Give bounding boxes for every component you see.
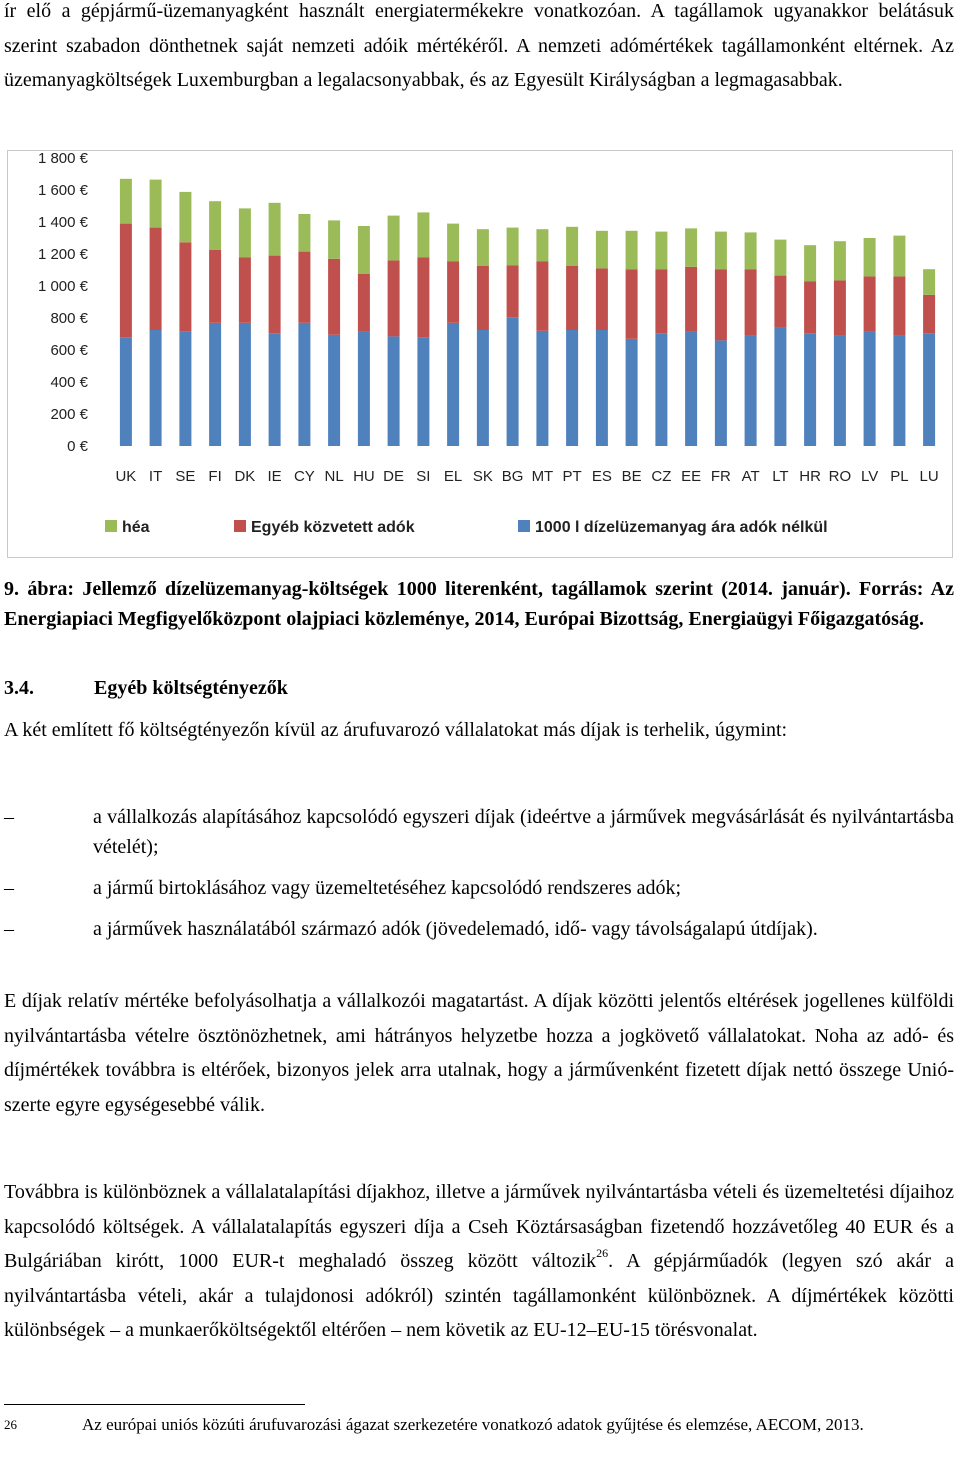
bar-segment [507, 265, 519, 317]
bar-segment [923, 333, 935, 446]
x-tick-label: LT [772, 468, 789, 485]
x-tick-label: ES [591, 468, 612, 485]
list-item-text: a jármű birtoklásához vagy üzemeltetéséhez kapcsolódó rendszeres adók; [93, 877, 682, 899]
footnote-text: Az európai uniós közúti árufuvarozási ágazat szerkezetére vonatkozó adatok gyűjtése és elemzése, AECOM, 2013. [82, 1415, 864, 1434]
x-tick-label: HU [353, 468, 375, 485]
bar-segment [507, 317, 519, 446]
bar-segment [417, 337, 429, 446]
bar-segment [477, 330, 489, 446]
x-tick-label: DE [383, 468, 405, 485]
chart-svg [8, 151, 954, 559]
fuel-cost-chart [7, 150, 953, 558]
bar-segment [388, 336, 400, 446]
bar-segment [804, 333, 816, 446]
bar-segment [566, 266, 578, 330]
bar-segment [804, 281, 816, 333]
bar-segment [179, 192, 191, 242]
x-tick-label: CZ [651, 468, 672, 485]
x-tick-label: SE [175, 468, 196, 485]
bar-segment [209, 201, 221, 250]
bar-segment [120, 224, 132, 338]
bar-segment [388, 260, 400, 336]
y-tick-label: 0 € [67, 438, 88, 455]
bar-segment [388, 216, 400, 261]
x-tick-label: HR [799, 468, 821, 485]
bar-segment [596, 268, 608, 330]
paragraph-3-text-cont: . A gépjárműadók (legyen szó akár a nyilvántartásba vételi, akár a tulajdonosi adókról) szintén tagállamonként különböznek. A díjmértékek közötti különbségek – a munkaerőköltségektől eltérően – nem követik az EU-12–EU-15 törésvonalat. [4, 1250, 954, 1341]
x-tick-label: IE [267, 468, 282, 485]
bar-segment [923, 295, 935, 333]
bar-segment [120, 337, 132, 446]
bar-segment [626, 339, 638, 446]
legend-swatch [518, 520, 530, 532]
bar-segment [269, 203, 281, 256]
paragraph-1: A két említett fő költségtényezőn kívül az árufuvarozó vállalatokat más díjak is terhelik, úgymint: [4, 719, 788, 741]
x-tick-label: IT [148, 468, 163, 485]
bar-segment [150, 330, 162, 446]
paragraph-2: E díjak relatív mértéke befolyásolhatja a vállalkozói magatartást. A díjak közötti jelentős eltérések jogellenes külföldi nyilvántartásba vételre ösztönözhetnek, ami hátrányos helyzetbe hozza a jogkövető vállalatokat. Noha az adó- és díjmértékek továbbra is eltérőek, bizonyos jelek arra utalnak, hogy a járművenként fizetett díjak nettó összege Unió-szerte egyre egységesebbé válik. [4, 990, 954, 1116]
section-number: 3.4. [4, 677, 34, 699]
bar-segment [507, 228, 519, 266]
x-axis [115, 468, 938, 485]
bar-segment [626, 231, 638, 269]
footnote-separator [4, 1404, 305, 1405]
y-tick-label: 1 200 € [37, 246, 88, 263]
bar-segment [209, 323, 221, 446]
bar-segment [269, 333, 281, 446]
y-tick-label: 1 600 € [37, 182, 88, 199]
bar-segment [447, 224, 459, 262]
bar-segment [239, 323, 251, 446]
bar-segment [715, 232, 727, 270]
bar-segment [655, 333, 667, 446]
bar-segment [745, 269, 757, 335]
bar-segment [834, 336, 846, 446]
bar-segment [239, 257, 251, 323]
y-tick-label: 1 400 € [37, 214, 88, 231]
bar-segment [566, 227, 578, 266]
legend-swatch [105, 520, 117, 532]
bar-segment [745, 336, 757, 446]
x-tick-label: PL [890, 468, 909, 485]
dash-bullet: – [4, 918, 14, 940]
bar-segment [864, 332, 876, 446]
bar-segment [834, 241, 846, 280]
x-tick-label: UK [115, 468, 137, 485]
bar-segment [477, 266, 489, 330]
x-tick-label: EL [443, 468, 463, 485]
bar-segment [536, 229, 548, 261]
bar-segment [715, 340, 727, 446]
paragraph-3 [4, 1175, 954, 1348]
x-tick-label: AT [741, 468, 760, 485]
dash-bullet: – [4, 877, 14, 899]
bar-segment [328, 335, 340, 446]
bar-segment [298, 323, 310, 446]
bar-segment [179, 331, 191, 446]
bar-segment [536, 261, 548, 331]
bar-segment [774, 276, 786, 328]
y-tick-label: 600 € [50, 342, 88, 359]
legend-label: héa [122, 519, 150, 536]
bar-series [120, 179, 935, 446]
x-tick-label: EE [681, 468, 702, 485]
bar-segment [774, 328, 786, 446]
bar-segment [685, 267, 697, 332]
bar-segment [655, 232, 667, 270]
x-tick-label: CY [293, 468, 315, 485]
x-tick-label: LU [919, 468, 939, 485]
bar-segment [447, 261, 459, 323]
x-tick-label: SI [416, 468, 431, 485]
bar-segment [596, 231, 608, 269]
x-tick-label: MT [531, 468, 554, 485]
bar-segment [358, 274, 370, 332]
bar-segment [328, 220, 340, 258]
list-item [4, 914, 954, 944]
legend-label: Egyéb közvetett adók [251, 519, 415, 536]
y-axis [38, 151, 89, 455]
bar-segment [566, 330, 578, 446]
legend-label: 1000 l dízelüzemanyag ára adók nélkül [535, 519, 828, 536]
list-item [4, 873, 954, 903]
x-tick-label: BG [501, 468, 524, 485]
bar-segment [447, 323, 459, 446]
x-tick-label: NL [324, 468, 344, 485]
bar-segment [417, 257, 429, 337]
chart-legend [105, 519, 828, 536]
bar-segment [239, 208, 251, 257]
x-tick-label: LV [860, 468, 879, 485]
figure-caption: 9. ábra: Jellemző dízelüzemanyag-költségek 1000 literenként, tagállamok szerint (2014. január). Forrás: Az Energiapiaci Megfigyelőközpont olajpiaci közleménye, 2014, Európai Bizottság, Energiaügyi Főigazgatóság. [4, 578, 954, 630]
bar-segment [358, 332, 370, 446]
bar-segment [536, 331, 548, 446]
bar-segment [893, 236, 905, 277]
y-tick-label: 200 € [50, 406, 88, 423]
x-tick-label: RO [828, 468, 852, 485]
list-item [4, 802, 954, 862]
bar-segment [596, 330, 608, 446]
bar-segment [893, 336, 905, 446]
footnote [4, 1414, 954, 1436]
y-tick-label: 1 000 € [37, 278, 88, 295]
paragraph-3-text: Továbbra is különböznek a vállalatalapítási díjakhoz, illetve a járművek nyilvántartásba vételi és üzemeltetési díjaihoz kapcsolódó költségek. A vállalatalapítás egyszeri díja a Cseh Köztársaságban fizetendő hozzávetőleg 40 EUR és a Bulgáriában kirótt, 1000 EUR-t meghaladó összeg között változik [4, 1181, 954, 1272]
bar-segment [745, 232, 757, 269]
bar-segment [893, 276, 905, 335]
footnote-number: 26 [4, 1417, 17, 1432]
bar-segment [298, 214, 310, 252]
bar-segment [655, 269, 667, 333]
bar-segment [328, 259, 340, 335]
intro-paragraph: ír elő a gépjármű-üzemanyagként használt energiatermékekre vonatkozóan. A tagállamok ugyanakkor belátásuk szerint szabadon dönthetnek saját nemzeti adóik mértékéről. A nemzeti adómértékek tagállamonként eltérnek. Az üzemanyagköltségek Luxemburgban a legalacsonyabbak, és az Egyesült Királyságban a legmagasabbak. [4, 0, 954, 91]
bar-segment [804, 245, 816, 281]
bar-segment [179, 242, 191, 331]
bar-segment [864, 238, 876, 276]
bar-segment [626, 269, 638, 339]
legend-swatch [234, 520, 246, 532]
bar-segment [120, 179, 132, 224]
bar-segment [774, 240, 786, 276]
footnote-reference[interactable]: 26 [596, 1246, 609, 1260]
bar-segment [923, 269, 935, 295]
y-tick-label: 400 € [50, 374, 88, 391]
bar-segment [864, 276, 876, 331]
section-title: Egyéb költségtényezők [94, 677, 288, 699]
y-tick-label: 800 € [50, 310, 88, 327]
bar-segment [150, 228, 162, 330]
bar-segment [209, 250, 221, 323]
x-tick-label: BE [621, 468, 642, 485]
x-tick-label: DK [234, 468, 256, 485]
bar-segment [358, 226, 370, 274]
x-tick-label: FI [208, 468, 222, 485]
list-item-text: a vállalkozás alapításához kapcsolódó egyszeri díjak (ideértve a járművek megvásárlását és nyilvántartásba vételét); [93, 806, 954, 858]
bar-segment [298, 252, 310, 323]
bar-segment [477, 229, 489, 266]
y-tick-label: 1 800 € [37, 151, 88, 167]
bar-segment [834, 280, 846, 335]
section-heading [4, 672, 288, 704]
bar-segment [715, 269, 727, 340]
bar-segment [269, 256, 281, 334]
list-item-text: a járművek használatából származó adók (jövedelemadó, idő- vagy távolságalapú útdíjak). [93, 918, 818, 940]
bar-segment [685, 228, 697, 266]
x-tick-label: SK [472, 468, 493, 485]
bar-segment [417, 212, 429, 257]
bar-segment [150, 180, 162, 228]
x-tick-label: PT [562, 468, 582, 485]
bar-segment [685, 332, 697, 446]
dash-bullet: – [4, 806, 14, 828]
x-tick-label: FR [710, 468, 731, 485]
